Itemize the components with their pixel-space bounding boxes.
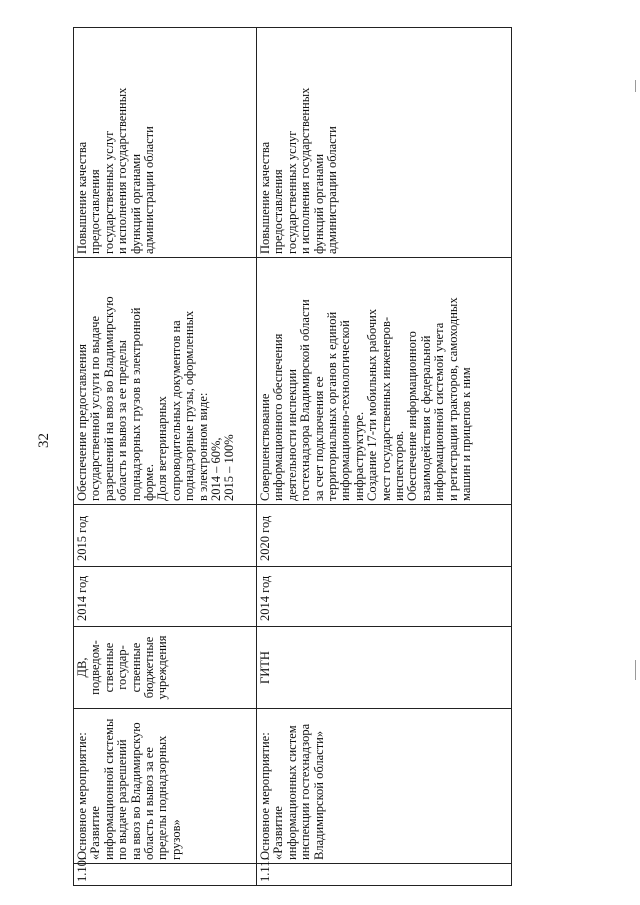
scan-artifact <box>635 80 636 92</box>
rotated-table-container <box>73 28 511 886</box>
row-number-cell: 1.11. <box>257 864 512 886</box>
event-cell: Основное мероприятие: «Развитие информационной системы по выдаче разрешений на ввоз во Владимирскую область и вывоз за ее пределы поднадзорных грузов» <box>74 709 257 864</box>
executor-cell: ДВ, подведом- ственные государ- ственные бюджетные учреждения <box>74 627 257 709</box>
page-number: 32 <box>36 433 52 448</box>
measures-table <box>73 27 512 886</box>
end-year-cell: 2020 год <box>257 505 512 567</box>
executor-cell: ГИТН <box>257 627 512 709</box>
goal-cell: Повышение качества предоставления государственных услуг и исполнения государственных функций органами администрации области <box>74 28 257 258</box>
start-year-cell: 2014 год <box>74 567 257 627</box>
row-number-cell: 1.10. <box>74 864 257 886</box>
scan-artifact <box>635 660 636 680</box>
event-cell: Основное мероприятие: «Развитие информационных систем инспекции гостехнадзора Владимирской области» <box>257 709 512 864</box>
table-row <box>257 28 512 886</box>
table-row <box>74 28 257 886</box>
goal-cell: Повышение качества предоставления государственных услуг и исполнения государственных функций органами администрации области <box>257 28 512 258</box>
end-year-cell: 2015 год <box>74 505 257 567</box>
result-cell: Обеспечение предоставления государственной услуги по выдаче разрешений на ввоз во Владимирскую область и вывоз за ее пределы поднадзорных грузов в электронной форме. Доля ветеринарных сопроводительных документов на поднадзорные грузы, оформленных в электронном виде: 2014 – 60%, 2015 – 100% <box>74 258 257 505</box>
start-year-cell: 2014 год <box>257 567 512 627</box>
result-cell: Совершенствование информационного обеспечения деятельности инспекции гостехнадзора Владимирской области за счет подключения ее территориальных органов к единой информационно-технологической инфраструктуре. Создание 17-ти мобильных рабочих мест государственных инженеров- инспекторов. Обеспечение информационного взаимодействия с федеральной информационной системой учета и регистрации тракторов, самоходных машин и прицепов к ним <box>257 258 512 505</box>
